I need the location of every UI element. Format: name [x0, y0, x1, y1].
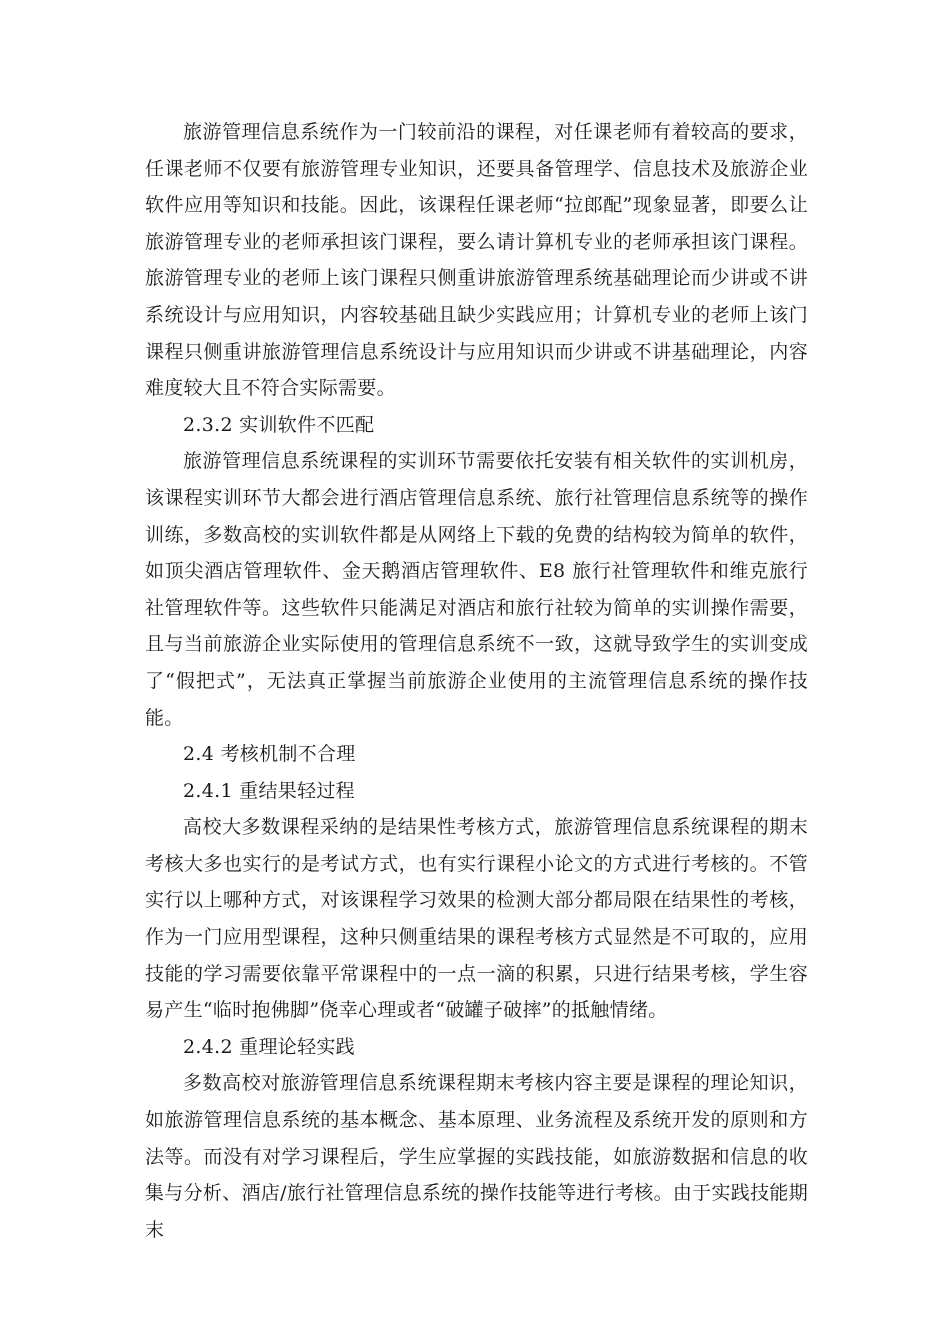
paragraph-training-software: 旅游管理信息系统课程的实训环节需要依托安装有相关软件的实训机房，该课程实训环节大都会进行酒店管理信息系统、旅行社管理信息系统等的操作训练，多数高校的实训软件都是从网络上下载的免费的结构较为简单的软件，如顶尖酒店管理软件、金天鹅酒店管理软件、E8 旅行社管理软件和维克旅行社管理软件等。这些软件只能满足对酒店和旅行社较为简单的实训操作需要，且与当前旅游企业实际使用的管理信息系统不一致，这就导致学生的实训变成了“假把式”，无法真正掌握当前旅游企业使用的主流管理信息系统的操作技能。: [145, 450, 808, 729]
document-page: [145, 114, 808, 1248]
paragraph-teacher-qualification: 旅游管理信息系统作为一门较前沿的课程，对任课老师有着较高的要求，任课老师不仅要有旅游管理专业知识，还要具备管理学、信息技术及旅游企业软件应用等知识和技能。因此，该课程任课老师“拉郎配”现象显著，即要么让旅游管理专业的老师承担该门课程，要么请计算机专业的老师承担该门课程。旅游管理专业的老师上该门课程只侧重讲旅游管理系统基础理论而少讲或不讲系统设计与应用知识，内容较基础且缺少实践应用；计算机专业的老师上该门课程只侧重讲旅游管理信息系统设计与应用知识而少讲或不讲基础理论，内容难度较大且不符合实际需要。: [145, 121, 808, 400]
section-heading-2-4-1: 2.4.1 重结果轻过程: [183, 779, 355, 802]
section-heading-2-3-2: 2.3.2 实训软件不匹配: [183, 413, 375, 436]
paragraph-result-assessment: 高校大多数课程采纳的是结果性考核方式，旅游管理信息系统课程的期末考核大多也实行的是考试方式，也有实行课程小论文的方式进行考核的。不管实行以上哪种方式，对该课程学习效果的检测大部分都局限在结果性的考核，作为一门应用型课程，这种只侧重结果的课程考核方式显然是不可取的，应用技能的学习需要依靠平常课程中的一点一滴的积累，只进行结果考核，学生容易产生“临时抱佛脚”侥幸心理或者“破罐子破摔”的抵触情绪。: [145, 816, 808, 1022]
paragraph-theory-assessment: 多数高校对旅游管理信息系统课程期末考核内容主要是课程的理论知识，如旅游管理信息系统的基本概念、基本原理、业务流程及系统开发的原则和方法等。而没有对学习课程后，学生应掌握的实践技能，如旅游数据和信息的收集与分析、酒店/旅行社管理信息系统的操作技能等进行考核。由于实践技能期末: [145, 1072, 808, 1241]
section-heading-2-4-2: 2.4.2 重理论轻实践: [183, 1035, 355, 1058]
section-heading-2-4: 2.4 考核机制不合理: [183, 743, 356, 766]
